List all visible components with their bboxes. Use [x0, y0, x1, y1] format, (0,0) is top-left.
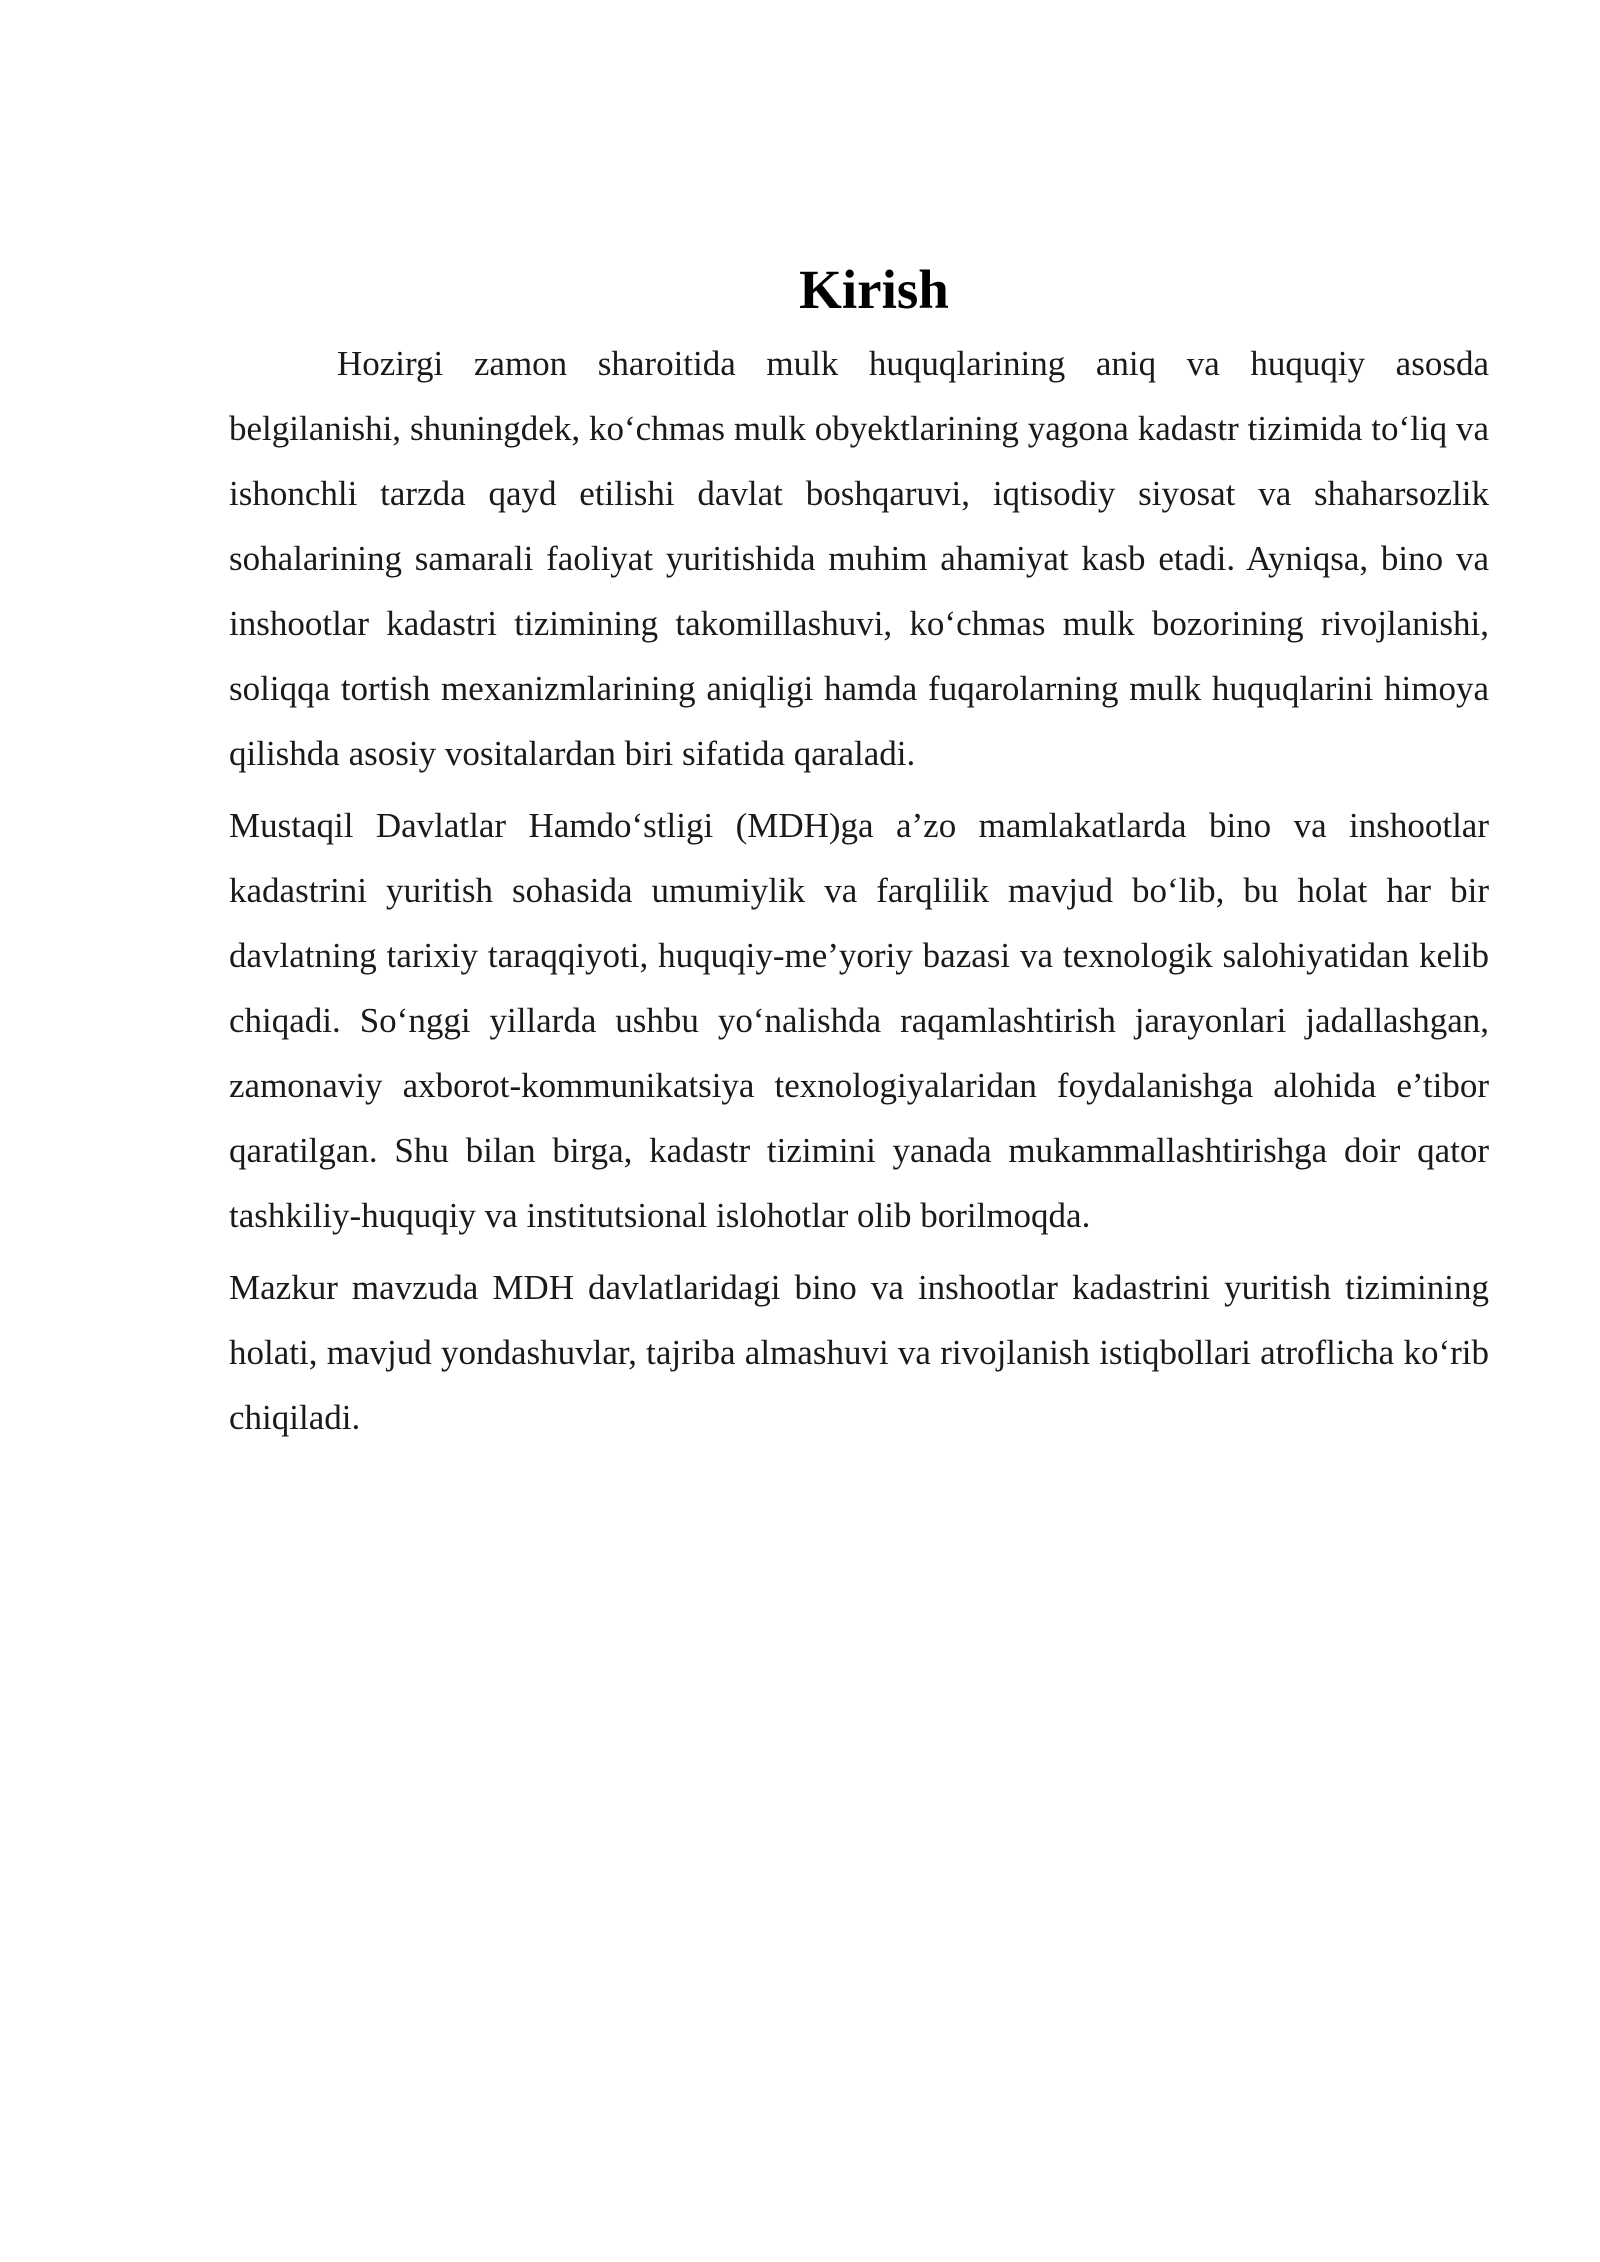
section-heading: Kirish [799, 259, 949, 320]
document-body [229, 255, 1489, 1457]
paragraph-2: Mustaqil Davlatlar Hamdo‘stligi (MDH)ga a’zo mamlakatlarda bino va inshootlar kadastrini yuritish sohasida umumiylik va farqlilik mavjud bo‘lib, bu holat har bir davlatning tarixiy taraqqiyoti, huquqiy-me’yoriy bazasi va texnologik salohiyatidan kelib chiqadi. So‘nggi yillarda ushbu yo‘nalishda raqamlashtirish jarayonlari jadallashgan, zamonaviy axborot-kommunikatsiya texnologiyalaridan foydalanishga alohida e’tibor qaratilgan. Shu bilan birga, kadastr tizimini yanada mukammallashtirishga doir qator tashkiliy-huquqiy va institutsional islohotlar olib borilmoqda. [229, 806, 1489, 1235]
paragraph-3: Mazkur mavzuda MDH davlatlaridagi bino va inshootlar kadastrini yuritish tizimining holati, mavjud yondashuvlar, tajriba almashuvi va rivojlanish istiqbollari atroflicha ko‘rib chiqiladi. [229, 1268, 1489, 1437]
paragraph-1: Hozirgi zamon sharoitida mulk huquqlarining aniq va huquqiy asosda belgilanishi, shuningdek, ko‘chmas mulk obyektlarining yagona kadastr tizimida to‘liq va ishonchli tarzda qayd etilishi davlat boshqaruvi, iqtisodiy siyosat va shaharsozlik sohalarining samarali faoliyat yuritishida muhim ahamiyat kasb etadi. Ayniqsa, bino va inshootlar kadastri tizimining takomillashuvi, ko‘chmas mulk bozorining rivojlanishi, soliqqa tortish mexanizmlarining aniqligi hamda fuqarolarning mulk huquqlarini himoya qilishda asosiy vositalardan biri sifatida qaraladi. [229, 344, 1489, 773]
